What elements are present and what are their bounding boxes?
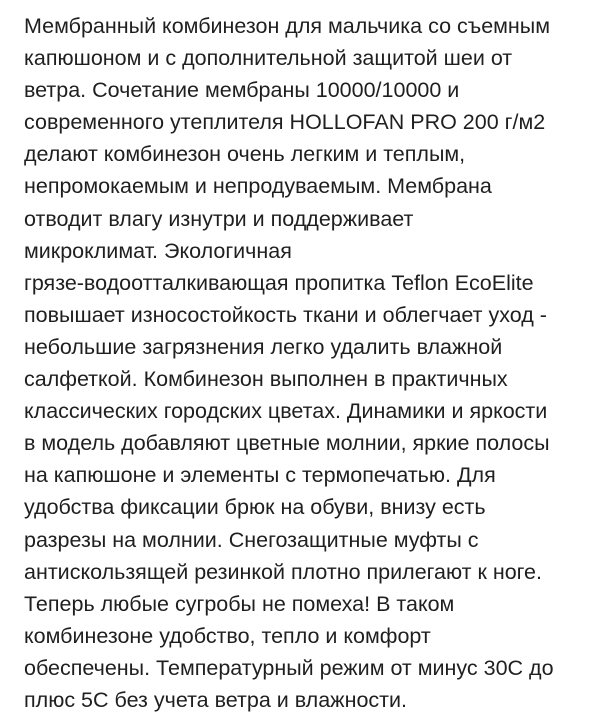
description-line: антискользящей резинкой плотно прилегают к ноге. bbox=[24, 559, 542, 584]
description-line: плюс 5С без учета ветра и влажности. bbox=[24, 687, 407, 712]
description-line: микроклимат. Экологичная bbox=[24, 238, 292, 263]
product-description bbox=[24, 10, 594, 716]
description-line: салфеткой. Комбинезон выполнен в практичных bbox=[24, 367, 508, 392]
description-line: удобства фиксации брюк на обуви, внизу есть bbox=[24, 495, 486, 520]
description-line: разрезы на молнии. Снегозащитные муфты с bbox=[24, 527, 479, 552]
description-line: непромокаемым и непродуваемым. Мембрана bbox=[24, 174, 492, 199]
description-line: классических городских цветах. Динамики и яркости bbox=[24, 399, 548, 424]
description-line: обеспечены. Температурный режим от минус 30С до bbox=[24, 655, 554, 680]
description-line: Теперь любые сугробы не помеха! В таком bbox=[24, 591, 455, 616]
description-line: комбинезоне удобство, тепло и комфорт bbox=[24, 623, 431, 648]
description-line: Мембранный комбинезон для мальчика со съемным bbox=[24, 14, 551, 38]
description-line: делают комбинезон очень легким и теплым, bbox=[24, 142, 466, 167]
description-line: капюшоном и с дополнительной защитой шеи от bbox=[24, 46, 513, 71]
description-line: в модель добавляют цветные молнии, яркие полосы bbox=[24, 431, 550, 456]
description-line: современного утеплителя HOLLOFAN PRO 200 г/м2 bbox=[24, 110, 546, 135]
description-line: отводит влагу изнутри и поддерживает bbox=[24, 206, 414, 231]
description-line: грязе-водоотталкивающая пропитка Teflon EcoElite bbox=[24, 270, 534, 295]
description-line: на капюшоне и элементы с термопечатью. Для bbox=[24, 463, 496, 488]
description-line: повышает износостойкость ткани и облегчает уход - bbox=[24, 302, 547, 327]
description-line: ветра. Сочетание мембраны 10000/10000 и bbox=[24, 78, 460, 103]
description-line: небольшие загрязнения легко удалить влажной bbox=[24, 334, 503, 359]
